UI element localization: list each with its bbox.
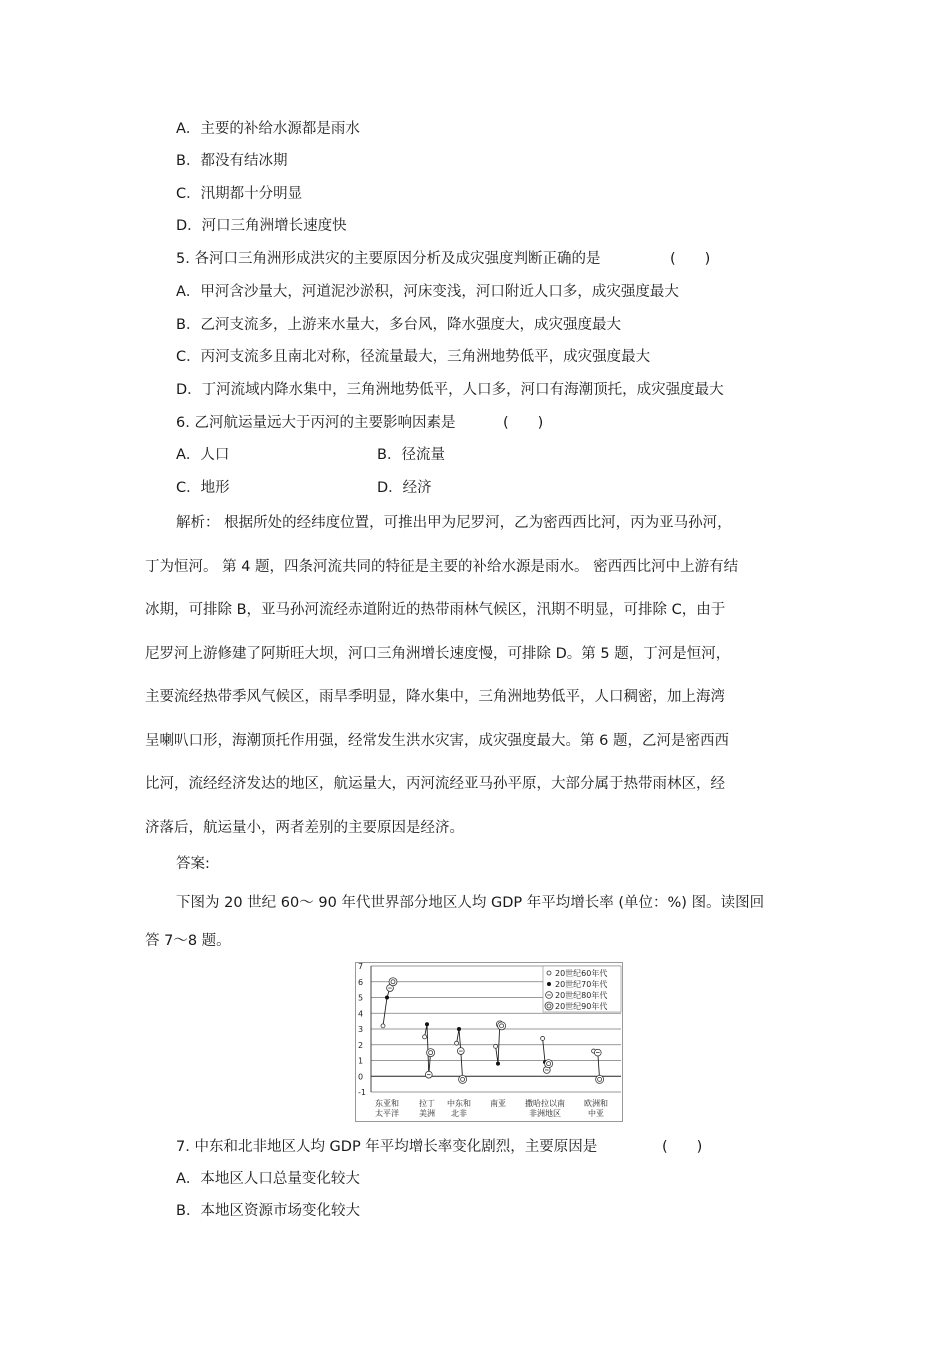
q6-stem: 6. 乙河航运量远大于丙河的主要影响因素是 xyxy=(176,415,456,431)
q4-option-c: C．汛期都十分明显 xyxy=(176,186,303,202)
x-category-label: 中亚 xyxy=(588,1109,604,1118)
q6-option-c: C．地形 xyxy=(176,480,230,496)
data-point-90s-inner xyxy=(391,980,395,984)
data-point-90s-inner xyxy=(547,1004,551,1008)
x-category-label: 太平洋 xyxy=(375,1109,399,1118)
y-tick-label: 7 xyxy=(358,962,364,971)
data-point-90s-inner xyxy=(500,1024,504,1028)
analysis-line-3: 冰期，可排除 B，亚马孙河流经赤道附近的热带雨林气候区，汛期不明显，可排除 C，由于 xyxy=(145,602,726,618)
q6-option-b: B．径流量 xyxy=(377,447,445,463)
data-point-70s xyxy=(457,1027,461,1031)
y-tick-label: 3 xyxy=(358,1025,364,1034)
q7-option-a: A．本地区人口总量变化较大 xyxy=(176,1171,360,1187)
legend-entry: 20世纪90年代 xyxy=(555,1002,608,1011)
q4-option-d: D．河口三角洲增长速度快 xyxy=(176,218,347,234)
q5-option-d: D．丁河流域内降水集中，三角洲地势低平，人口多，河口有海潮顶托，成灾强度最大 xyxy=(176,382,724,398)
x-category-label: 北非 xyxy=(451,1109,467,1118)
data-point-60s xyxy=(455,1041,459,1045)
y-tick-label: 0 xyxy=(358,1072,364,1082)
legend-entry: 20世纪60年代 xyxy=(555,969,608,978)
x-category-label: 美洲 xyxy=(419,1109,435,1118)
y-tick-label: 1 xyxy=(358,1056,364,1066)
analysis-line-4: 尼罗河上游修建了阿斯旺大坝，河口三角洲增长速度慢，可排除 D。第 5 题，丁河是恒河， xyxy=(145,646,731,662)
data-point-90s-inner xyxy=(461,1077,465,1081)
q7-option-b: B．本地区资源市场变化较大 xyxy=(176,1203,360,1219)
analysis-line-8: 济落后，航运量小，两者差别的主要原因是经济。 xyxy=(145,820,464,836)
q6-option-d: D．经济 xyxy=(377,480,432,496)
q5-option-b: B．乙河支流多，上游来水量大，多台风，降水强度大，成灾强度最大 xyxy=(176,317,621,333)
answer-label: 答案: xyxy=(176,856,210,872)
x-category-label: 拉丁 xyxy=(419,1099,435,1108)
data-point-90s-inner xyxy=(547,1062,551,1066)
q5-answer-paren: ( ) xyxy=(670,251,711,267)
q4-option-b: B．都没有结冰期 xyxy=(176,153,288,169)
analysis-line-7: 比河，流经经济发达的地区，航运量大，丙河流经亚马孙平原，大部分属于热带雨林区，经 xyxy=(145,776,725,792)
data-point-90s-inner xyxy=(598,1077,602,1081)
data-point-70s xyxy=(425,1022,429,1026)
y-tick-label: 2 xyxy=(358,1040,364,1050)
analysis-line-5: 主要流经热带季风气候区，雨旱季明显，降水集中，三角洲地势低平，人口稠密，加上海湾 xyxy=(145,689,725,705)
q7-answer-paren: ( ) xyxy=(662,1139,703,1155)
intro-line-2: 答 7～8 题。 xyxy=(145,933,231,949)
data-point-60s xyxy=(541,1036,545,1040)
analysis-line-2: 丁为恒河。 第 4 题，四条河流共同的特征是主要的补给水源是雨水。 密西西比河中上游有结 xyxy=(145,559,739,575)
legend-entry: 20世纪80年代 xyxy=(555,991,608,1000)
analysis-line-6: 呈喇叭口形，海潮顶托作用强，经常发生洪水灾害，成灾强度最大。第 6 题，乙河是密西西 xyxy=(145,733,729,749)
q6-answer-paren: ( ) xyxy=(503,415,544,431)
y-tick-label: 5 xyxy=(358,993,364,1003)
x-category-label: 欧洲和 xyxy=(584,1099,608,1108)
legend-entry: 20世纪70年代 xyxy=(555,980,608,989)
q4-option-a: A．主要的补给水源都是雨水 xyxy=(176,121,360,137)
q6-option-a: A．人口 xyxy=(176,447,230,463)
gdp-growth-chart-svg xyxy=(355,962,623,1122)
y-tick-label: 4 xyxy=(358,1009,364,1019)
data-point-90s-inner xyxy=(429,1051,433,1055)
x-category-label: 中东和 xyxy=(447,1099,471,1108)
intro-line-1: 下图为 20 世纪 60～ 90 年代世界部分地区人均 GDP 年平均增长率 (单位：%) 图。读图回 xyxy=(176,895,765,911)
q5-option-a: A．甲河含沙量大，河道泥沙淤积，河床变浅，河口附近人口多，成灾强度最大 xyxy=(176,284,679,300)
q5-option-c: C．丙河支流多且南北对称，径流量最大，三角洲地势低平，成灾强度最大 xyxy=(176,349,651,365)
gdp-growth-chart xyxy=(355,962,623,1122)
q7-stem: 7. 中东和北非地区人均 GDP 年平均增长率变化剧烈，主要原因是 xyxy=(176,1139,598,1155)
data-point-60s xyxy=(547,971,551,975)
x-category-label: 东亚和 xyxy=(375,1099,399,1108)
data-point-60s xyxy=(494,1044,498,1048)
data-point-70s xyxy=(547,982,551,986)
y-tick-label: 6 xyxy=(358,977,364,987)
data-point-60s xyxy=(423,1035,427,1039)
data-point-60s xyxy=(381,1024,385,1028)
analysis-line-1: 解析： 根据所处的经纬度位置，可推出甲为尼罗河，乙为密西西比河，丙为亚马孙河， xyxy=(176,515,732,531)
x-category-label: 非洲地区 xyxy=(529,1109,561,1118)
y-tick-label: -1 xyxy=(358,1088,366,1097)
data-point-70s xyxy=(385,996,389,1000)
x-category-label: 撒哈拉以南 xyxy=(525,1099,565,1108)
x-category-label: 南亚 xyxy=(490,1099,506,1108)
q5-stem: 5. 各河口三角洲形成洪灾的主要原因分析及成灾强度判断正确的是 xyxy=(176,251,601,267)
data-point-70s xyxy=(496,1062,500,1066)
